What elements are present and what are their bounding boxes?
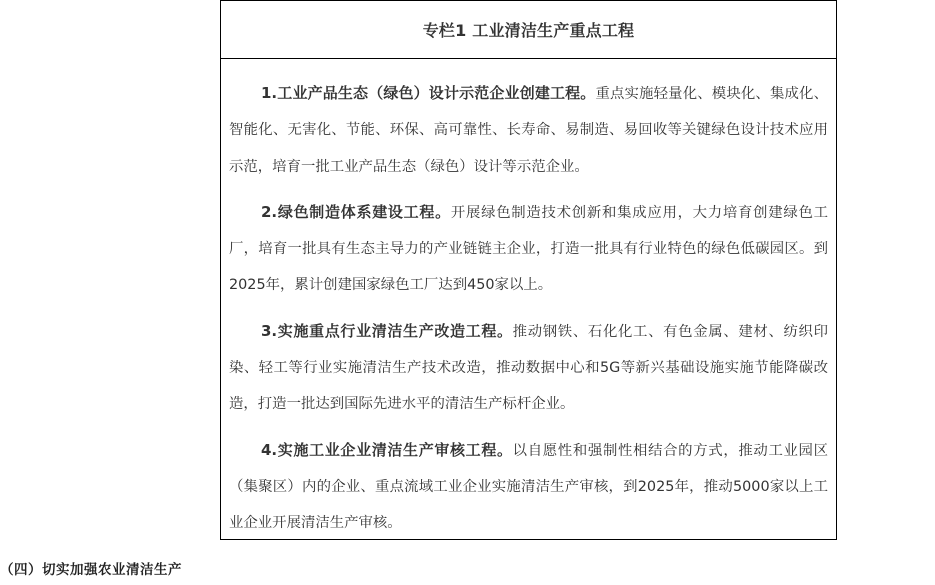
project-item-1 bbox=[229, 75, 828, 185]
section-heading: （四）切实加强农业清洁生产 bbox=[0, 562, 182, 578]
project-item-text: 推动钢铁、石化化工、有色金属、建材、纺织印染、轻工等行业实施清洁生产技术改造，推动数据中心和5G等新兴基础设施实施节能降碳改造，打造一批达到国际先进水平的清洁生产标杆企业。 bbox=[229, 323, 828, 413]
project-item-3 bbox=[229, 313, 828, 423]
project-item-heading: 1.工业产品生态（绿色）设计示范企业创建工程。 bbox=[261, 84, 596, 102]
project-item-text: 以自愿性和强制性相结合的方式，推动工业园区（集聚区）内的企业、重点流域工业企业实施清洁生产审核，到2025年，推动5000家以上工业企业开展清洁生产审核。 bbox=[229, 442, 828, 532]
project-item-heading: 3.实施重点行业清洁生产改造工程。 bbox=[261, 321, 513, 340]
project-item-text: 开展绿色制造技术创新和集成应用，大力培育创建绿色工厂，培育一批具有生态主导力的产业链链主企业，打造一批具有行业特色的绿色低碳园区。到2025年，累计创建国家绿色工厂达到450家以上。 bbox=[229, 204, 828, 294]
feature-box-title: 专栏1 工业清洁生产重点工程 bbox=[422, 21, 635, 40]
feature-box-header bbox=[221, 1, 836, 59]
project-item-heading: 4.实施工业企业清洁生产审核工程。 bbox=[261, 440, 513, 459]
feature-box-body bbox=[221, 59, 836, 542]
feature-box bbox=[220, 0, 837, 540]
project-item-4 bbox=[229, 432, 828, 542]
project-item-heading: 2.绿色制造体系建设工程。 bbox=[261, 202, 451, 221]
project-item-text: 重点实施轻量化、模块化、集成化、智能化、无害化、节能、环保、高可靠性、长寿命、易制造、易回收等关键绿色设计技术应用示范，培育一批工业产品生态（绿色）设计等示范企业。 bbox=[229, 86, 828, 175]
project-item-2 bbox=[229, 194, 828, 304]
